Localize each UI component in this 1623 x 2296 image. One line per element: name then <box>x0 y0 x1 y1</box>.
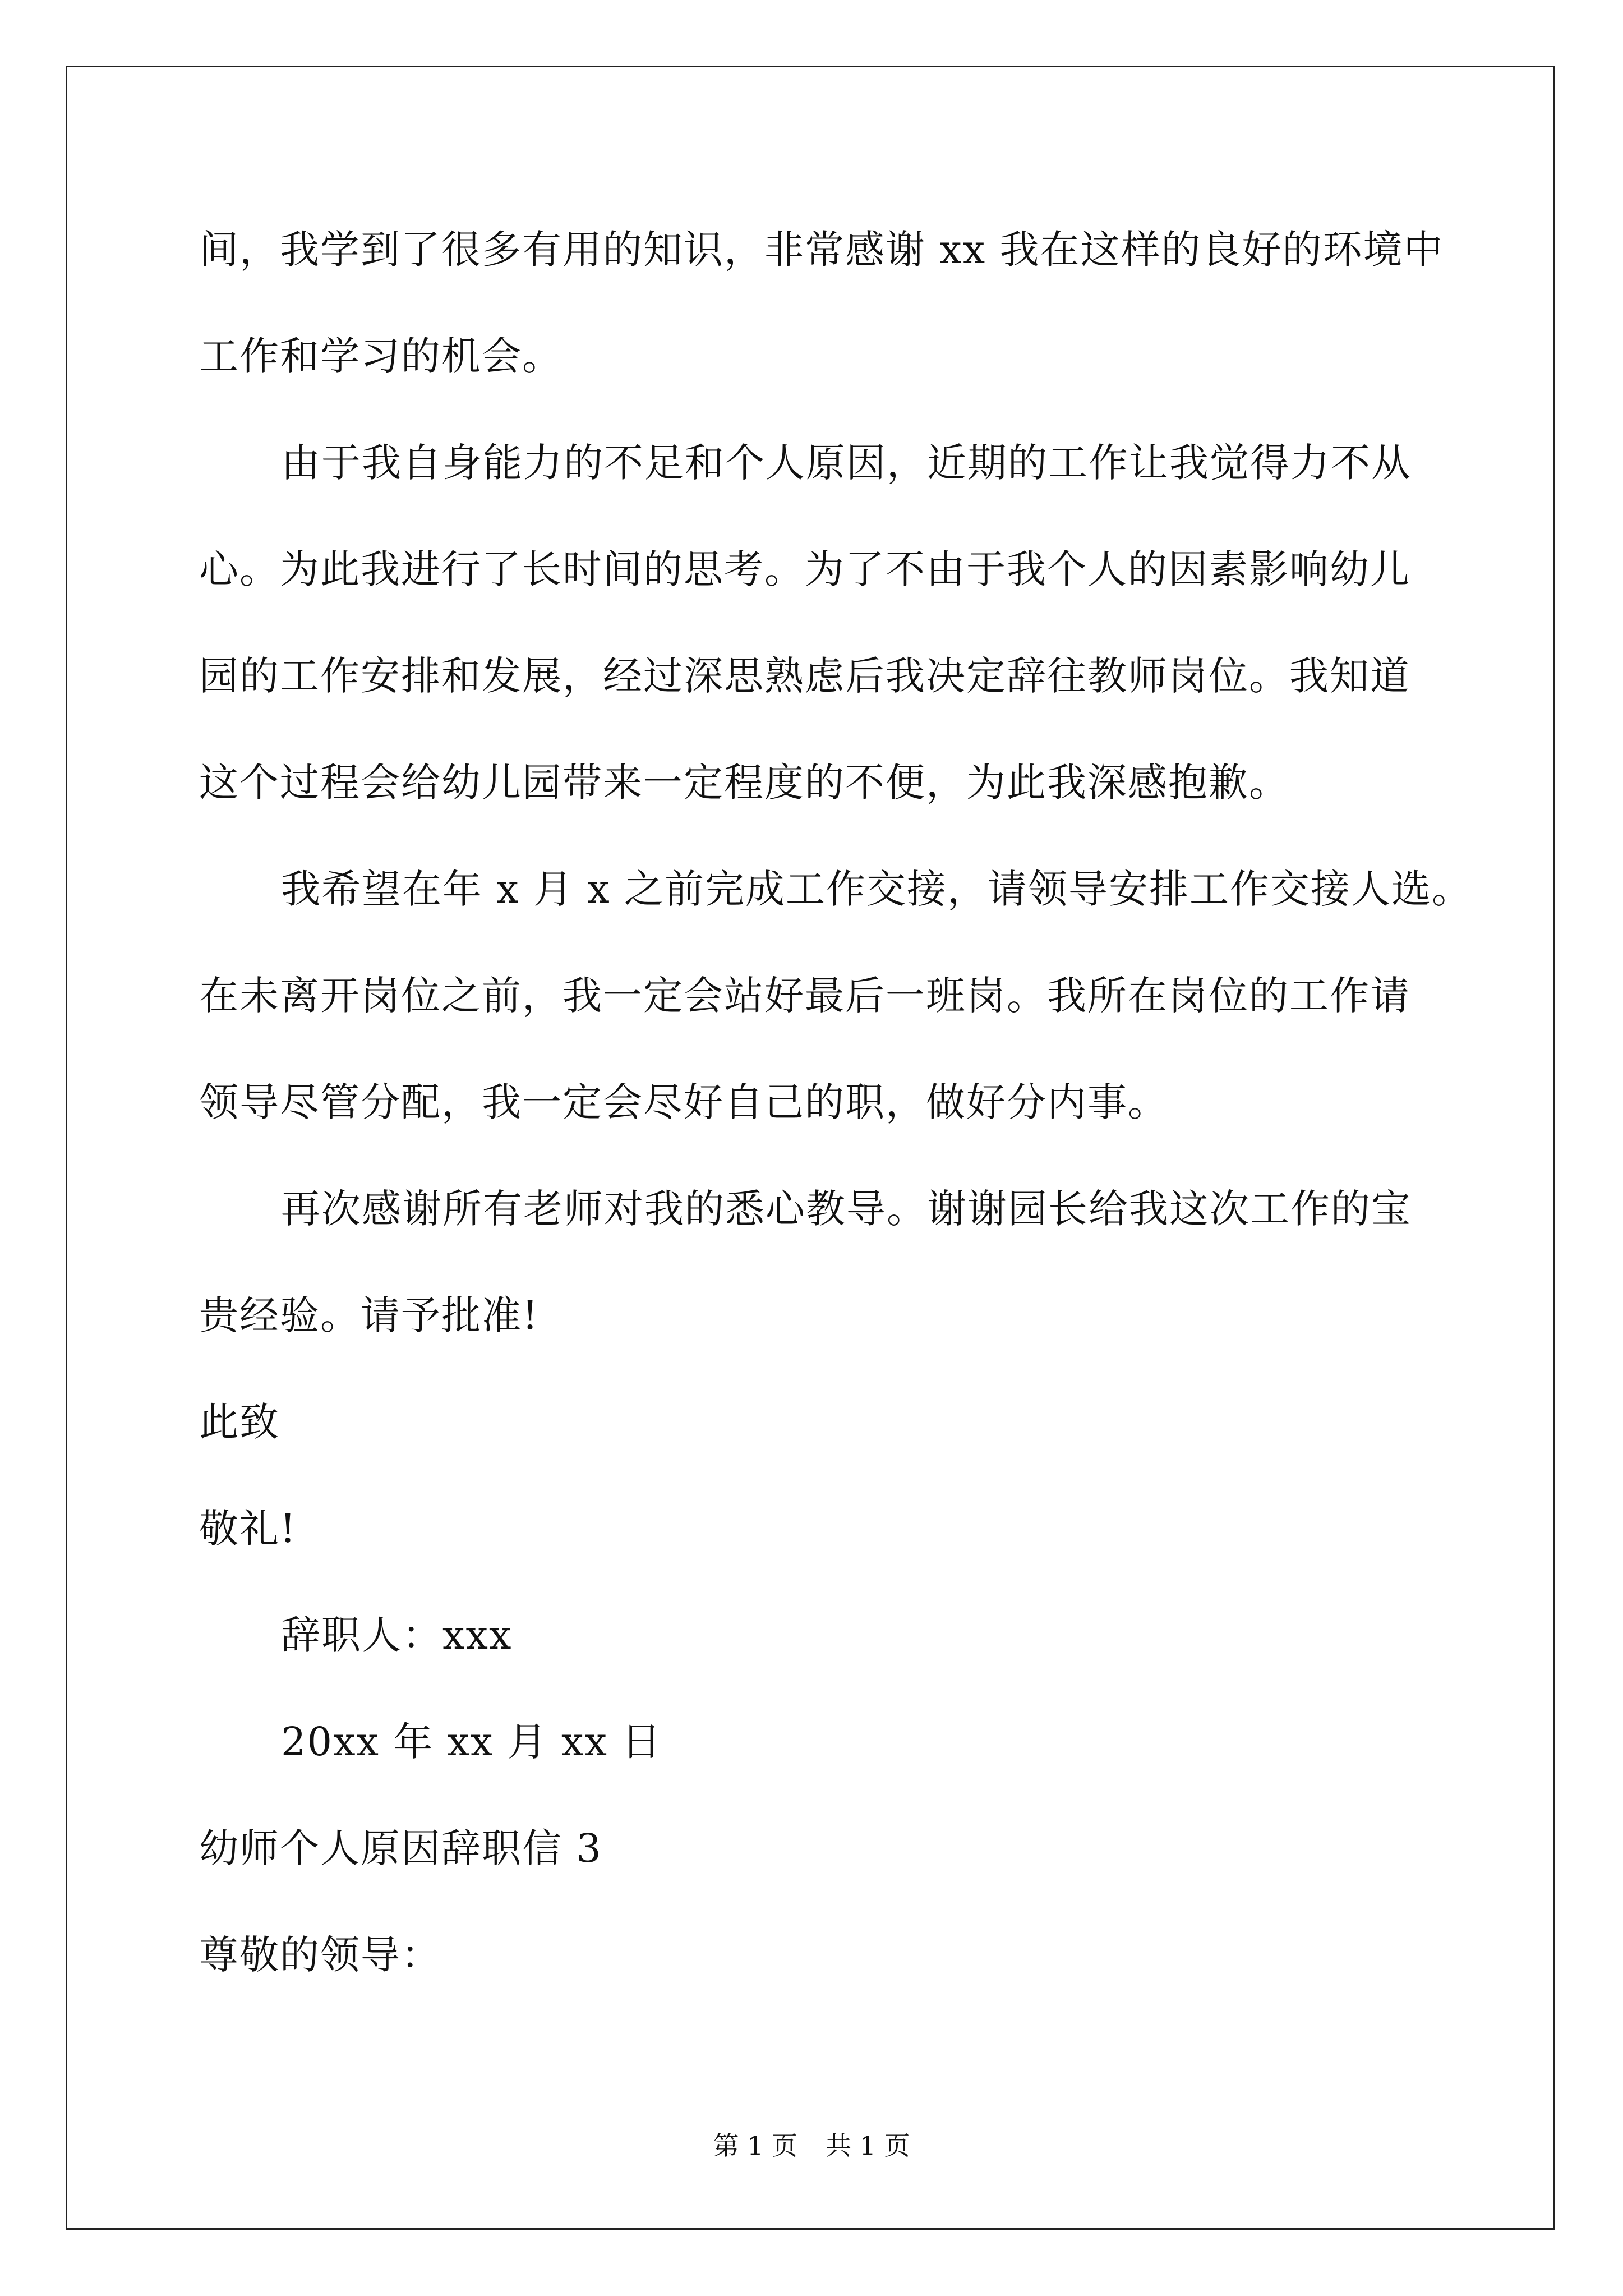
section-title: 幼师个人原因辞职信 3 <box>199 1825 602 1871</box>
paragraph-line: 这个过程会给幼儿园带来一定程度的不便，为此我深感抱歉。 <box>199 760 1289 806</box>
paragraph-line: 在未离开岗位之前，我一定会站好最后一班岗。我所在岗位的工作请 <box>199 973 1410 1019</box>
paragraph-line: 我希望在年 x 月 x 之前完成工作交接，请领导安排工作交接人选。 <box>281 866 1472 912</box>
document-body <box>199 208 1472 2019</box>
paragraph-line: 工作和学习的机会。 <box>199 333 562 379</box>
closing-regards: 敬礼! <box>199 1506 297 1552</box>
closing-salutation: 此致 <box>199 1399 280 1445</box>
page-footer <box>0 2129 1623 2162</box>
paragraph-line: 间，我学到了很多有用的知识，非常感谢 xx 我在这样的良好的环境中 <box>199 227 1444 273</box>
greeting: 尊敬的领导： <box>199 1932 441 1978</box>
page-number-total: 共 1 页 <box>826 2131 910 2161</box>
signature-name: 辞职人：xxx <box>281 1612 513 1658</box>
paragraph-line: 领导尽管分配，我一定会尽好自己的职，做好分内事。 <box>199 1079 1168 1125</box>
signature-date: 20xx 年 xx 月 xx 日 <box>281 1719 662 1765</box>
paragraph-line: 心。为此我进行了长时间的思考。为了不由于我个人的因素影响幼儿 <box>199 546 1410 592</box>
paragraph-line: 再次感谢所有老师对我的悉心教导。谢谢园长给我这次工作的宝 <box>281 1186 1412 1232</box>
paragraph-line: 由于我自身能力的不足和个人原因，近期的工作让我觉得力不从 <box>281 440 1412 486</box>
paragraph-line: 贵经验。请予批准! <box>199 1292 540 1338</box>
page-number-current: 第 1 页 <box>713 2131 797 2161</box>
paragraph-line: 园的工作安排和发展，经过深思熟虑后我决定辞往教师岗位。我知道 <box>199 653 1410 699</box>
